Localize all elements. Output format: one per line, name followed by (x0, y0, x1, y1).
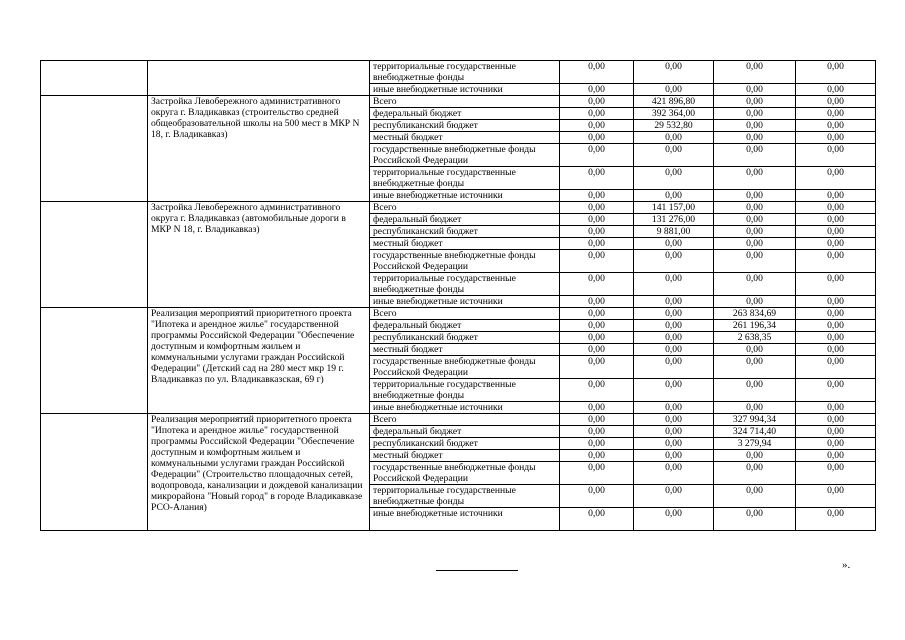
amount-cell: 0,00 (634, 450, 714, 462)
table-row (41, 414, 876, 426)
amount-cell: 0,00 (560, 226, 634, 238)
amount-cell: 0,00 (560, 462, 634, 485)
amount-cell: 0,00 (796, 226, 876, 238)
amount-cell: 0,00 (560, 308, 634, 320)
funding-source-cell: государственные внебюджетные фонды Российской Федерации (370, 356, 560, 379)
amount-cell: 2 638,35 (714, 332, 796, 344)
funding-source-cell: иные внебюджетные источники (370, 296, 560, 308)
amount-cell: 131 276,00 (634, 214, 714, 226)
amount-cell: 0,00 (634, 344, 714, 356)
amount-cell: 0,00 (560, 402, 634, 414)
amount-cell: 0,00 (714, 296, 796, 308)
amount-cell: 0,00 (560, 344, 634, 356)
amount-cell: 0,00 (796, 402, 876, 414)
amount-cell: 0,00 (560, 332, 634, 344)
amount-cell: 0,00 (634, 414, 714, 426)
amount-cell: 0,00 (796, 250, 876, 273)
amount-cell: 0,00 (714, 132, 796, 144)
amount-cell: 0,00 (714, 84, 796, 96)
amount-cell: 0,00 (560, 250, 634, 273)
amount-cell: 0,00 (796, 273, 876, 296)
object-name-cell: Застройка Левобережного административного округа г. Владикавказ (строительство средней общеобразовательной школы на 500 мест в МКР N 18, г. Владикавказ) (148, 96, 370, 202)
amount-cell: 0,00 (560, 144, 634, 167)
amount-cell: 0,00 (560, 426, 634, 438)
funding-source-cell: территориальные государственные внебюджетные фонды (370, 61, 560, 84)
amount-cell: 261 196,34 (714, 320, 796, 332)
funding-source-cell: республиканский бюджет (370, 332, 560, 344)
amount-cell: 141 157,00 (634, 202, 714, 214)
amount-cell: 0,00 (560, 120, 634, 132)
amount-cell: 0,00 (796, 508, 876, 531)
amount-cell: 0,00 (796, 144, 876, 167)
amount-cell: 0,00 (634, 61, 714, 84)
amount-cell: 0,00 (796, 320, 876, 332)
object-name-cell: Застройка Левобережного административного округа г. Владикавказ (автомобильные дороги в МКР N 18, г. Владикавказ) (148, 202, 370, 308)
amount-cell: 0,00 (560, 61, 634, 84)
amount-cell: 0,00 (634, 167, 714, 190)
amount-cell: 0,00 (796, 238, 876, 250)
amount-cell: 0,00 (714, 120, 796, 132)
amount-cell: 0,00 (634, 485, 714, 508)
amount-cell: 0,00 (796, 132, 876, 144)
amount-cell: 0,00 (796, 120, 876, 132)
amount-cell: 0,00 (714, 356, 796, 379)
footer-separator-line (436, 570, 518, 571)
amount-cell: 0,00 (634, 238, 714, 250)
amount-cell: 0,00 (560, 379, 634, 402)
amount-cell: 0,00 (560, 214, 634, 226)
funding-source-cell: государственные внебюджетные фонды Российской Федерации (370, 144, 560, 167)
amount-cell: 0,00 (714, 214, 796, 226)
amount-cell: 0,00 (634, 379, 714, 402)
row-number-cell (41, 414, 148, 531)
amount-cell: 0,00 (796, 108, 876, 120)
funding-source-cell: иные внебюджетные источники (370, 190, 560, 202)
amount-cell: 0,00 (796, 308, 876, 320)
amount-cell: 0,00 (560, 296, 634, 308)
amount-cell: 0,00 (714, 273, 796, 296)
amount-cell: 0,00 (714, 250, 796, 273)
amount-cell: 0,00 (714, 344, 796, 356)
amount-cell: 0,00 (560, 132, 634, 144)
amount-cell: 0,00 (560, 485, 634, 508)
amount-cell: 0,00 (714, 402, 796, 414)
amount-cell: 0,00 (796, 379, 876, 402)
amount-cell: 0,00 (560, 320, 634, 332)
funding-source-cell: республиканский бюджет (370, 438, 560, 450)
amount-cell: 0,00 (796, 167, 876, 190)
amount-cell: 0,00 (560, 108, 634, 120)
funding-source-cell: государственные внебюджетные фонды Российской Федерации (370, 250, 560, 273)
amount-cell: 0,00 (714, 462, 796, 485)
amount-cell: 0,00 (560, 96, 634, 108)
amount-cell: 0,00 (714, 202, 796, 214)
amount-cell: 0,00 (560, 238, 634, 250)
amount-cell: 0,00 (714, 108, 796, 120)
amount-cell: 9 881,00 (634, 226, 714, 238)
funding-source-cell: местный бюджет (370, 238, 560, 250)
amount-cell: 0,00 (560, 167, 634, 190)
amount-cell: 0,00 (796, 426, 876, 438)
table-row (41, 96, 876, 108)
funding-source-cell: республиканский бюджет (370, 226, 560, 238)
funding-source-cell: иные внебюджетные источники (370, 84, 560, 96)
amount-cell: 0,00 (634, 250, 714, 273)
amount-cell: 0,00 (634, 462, 714, 485)
funding-source-cell: Всего (370, 96, 560, 108)
amount-cell: 29 532,80 (634, 120, 714, 132)
amount-cell: 0,00 (714, 379, 796, 402)
amount-cell: 0,00 (560, 84, 634, 96)
funding-source-cell: иные внебюджетные источники (370, 508, 560, 531)
amount-cell: 0,00 (796, 356, 876, 379)
funding-source-cell: Всего (370, 308, 560, 320)
object-name-cell (148, 61, 370, 96)
funding-source-cell: территориальные государственные внебюджетные фонды (370, 485, 560, 508)
amount-cell: 0,00 (560, 273, 634, 296)
amount-cell: 0,00 (796, 414, 876, 426)
funding-source-cell: территориальные государственные внебюджетные фонды (370, 167, 560, 190)
amount-cell: 0,00 (796, 344, 876, 356)
amount-cell: 0,00 (634, 402, 714, 414)
funding-source-cell: местный бюджет (370, 344, 560, 356)
amount-cell: 0,00 (634, 273, 714, 296)
amount-cell: 0,00 (796, 84, 876, 96)
row-number-cell (41, 202, 148, 308)
amount-cell: 263 834,69 (714, 308, 796, 320)
funding-source-cell: территориальные государственные внебюджетные фонды (370, 379, 560, 402)
object-name-cell: Реализация мероприятий приоритетного проекта "Ипотека и арендное жилье" государственной программы Российской Федерации "Обеспечение доступным и комфортным жильем и коммунальными услугами граждан Российской Федерации" (Детский сад на 280 мест мкр 19 г. Владикавказ по ул. Владикавказская, 69 г) (148, 308, 370, 414)
amount-cell: 0,00 (634, 132, 714, 144)
funding-source-cell: федеральный бюджет (370, 214, 560, 226)
amount-cell: 0,00 (634, 426, 714, 438)
amount-cell: 0,00 (714, 508, 796, 531)
amount-cell: 0,00 (714, 190, 796, 202)
funding-source-cell: иные внебюджетные источники (370, 402, 560, 414)
funding-source-cell: государственные внебюджетные фонды Российской Федерации (370, 462, 560, 485)
amount-cell: 0,00 (796, 296, 876, 308)
amount-cell: 0,00 (560, 414, 634, 426)
funding-source-cell: территориальные государственные внебюджетные фонды (370, 273, 560, 296)
amount-cell: 0,00 (634, 332, 714, 344)
amount-cell: 0,00 (796, 462, 876, 485)
funding-source-cell: Всего (370, 414, 560, 426)
amount-cell: 0,00 (714, 61, 796, 84)
amount-cell: 0,00 (796, 202, 876, 214)
amount-cell: 324 714,40 (714, 426, 796, 438)
amount-cell: 0,00 (634, 308, 714, 320)
amount-cell: 0,00 (634, 84, 714, 96)
funding-source-cell: республиканский бюджет (370, 120, 560, 132)
amount-cell: 0,00 (560, 356, 634, 379)
amount-cell: 0,00 (634, 320, 714, 332)
amount-cell: 0,00 (796, 485, 876, 508)
funding-source-cell: местный бюджет (370, 132, 560, 144)
amount-cell: 0,00 (714, 144, 796, 167)
amount-cell: 0,00 (714, 226, 796, 238)
amount-cell: 0,00 (714, 167, 796, 190)
closing-quote-mark: ». (842, 559, 851, 571)
amount-cell: 0,00 (560, 508, 634, 531)
amount-cell: 0,00 (796, 61, 876, 84)
table-row (41, 308, 876, 320)
amount-cell: 0,00 (796, 190, 876, 202)
funding-table (40, 60, 876, 531)
amount-cell: 0,00 (560, 202, 634, 214)
row-number-cell (41, 61, 148, 96)
amount-cell: 0,00 (634, 296, 714, 308)
amount-cell: 421 896,80 (634, 96, 714, 108)
amount-cell: 0,00 (714, 485, 796, 508)
amount-cell: 0,00 (560, 450, 634, 462)
amount-cell: 0,00 (634, 144, 714, 167)
row-number-cell (41, 308, 148, 414)
amount-cell: 0,00 (796, 450, 876, 462)
table-row (41, 61, 876, 84)
funding-source-cell: федеральный бюджет (370, 320, 560, 332)
amount-cell: 0,00 (634, 508, 714, 531)
amount-cell: 0,00 (796, 332, 876, 344)
funding-source-cell: федеральный бюджет (370, 426, 560, 438)
amount-cell: 0,00 (714, 238, 796, 250)
amount-cell: 3 279,94 (714, 438, 796, 450)
amount-cell: 0,00 (714, 96, 796, 108)
amount-cell: 0,00 (634, 356, 714, 379)
row-number-cell (41, 96, 148, 202)
funding-source-cell: местный бюджет (370, 450, 560, 462)
amount-cell: 0,00 (560, 438, 634, 450)
amount-cell: 0,00 (634, 190, 714, 202)
amount-cell: 0,00 (560, 190, 634, 202)
funding-source-cell: Всего (370, 202, 560, 214)
amount-cell: 327 994,34 (714, 414, 796, 426)
funding-source-cell: федеральный бюджет (370, 108, 560, 120)
amount-cell: 0,00 (796, 96, 876, 108)
amount-cell: 0,00 (634, 438, 714, 450)
amount-cell: 0,00 (796, 214, 876, 226)
amount-cell: 0,00 (796, 438, 876, 450)
amount-cell: 0,00 (714, 450, 796, 462)
table-row (41, 202, 876, 214)
object-name-cell: Реализация мероприятий приоритетного проекта "Ипотека и арендное жилье" государственной программы Российской Федерации "Обеспечение доступным и комфортным жильем и коммунальными услугами граждан Российской Федерации" (Строительство площадочных сетей, водопровода, канализации и дождевой канализации микрорайона "Новый город" в городе Владикавказе РСО-Алания) (148, 414, 370, 531)
amount-cell: 392 364,00 (634, 108, 714, 120)
